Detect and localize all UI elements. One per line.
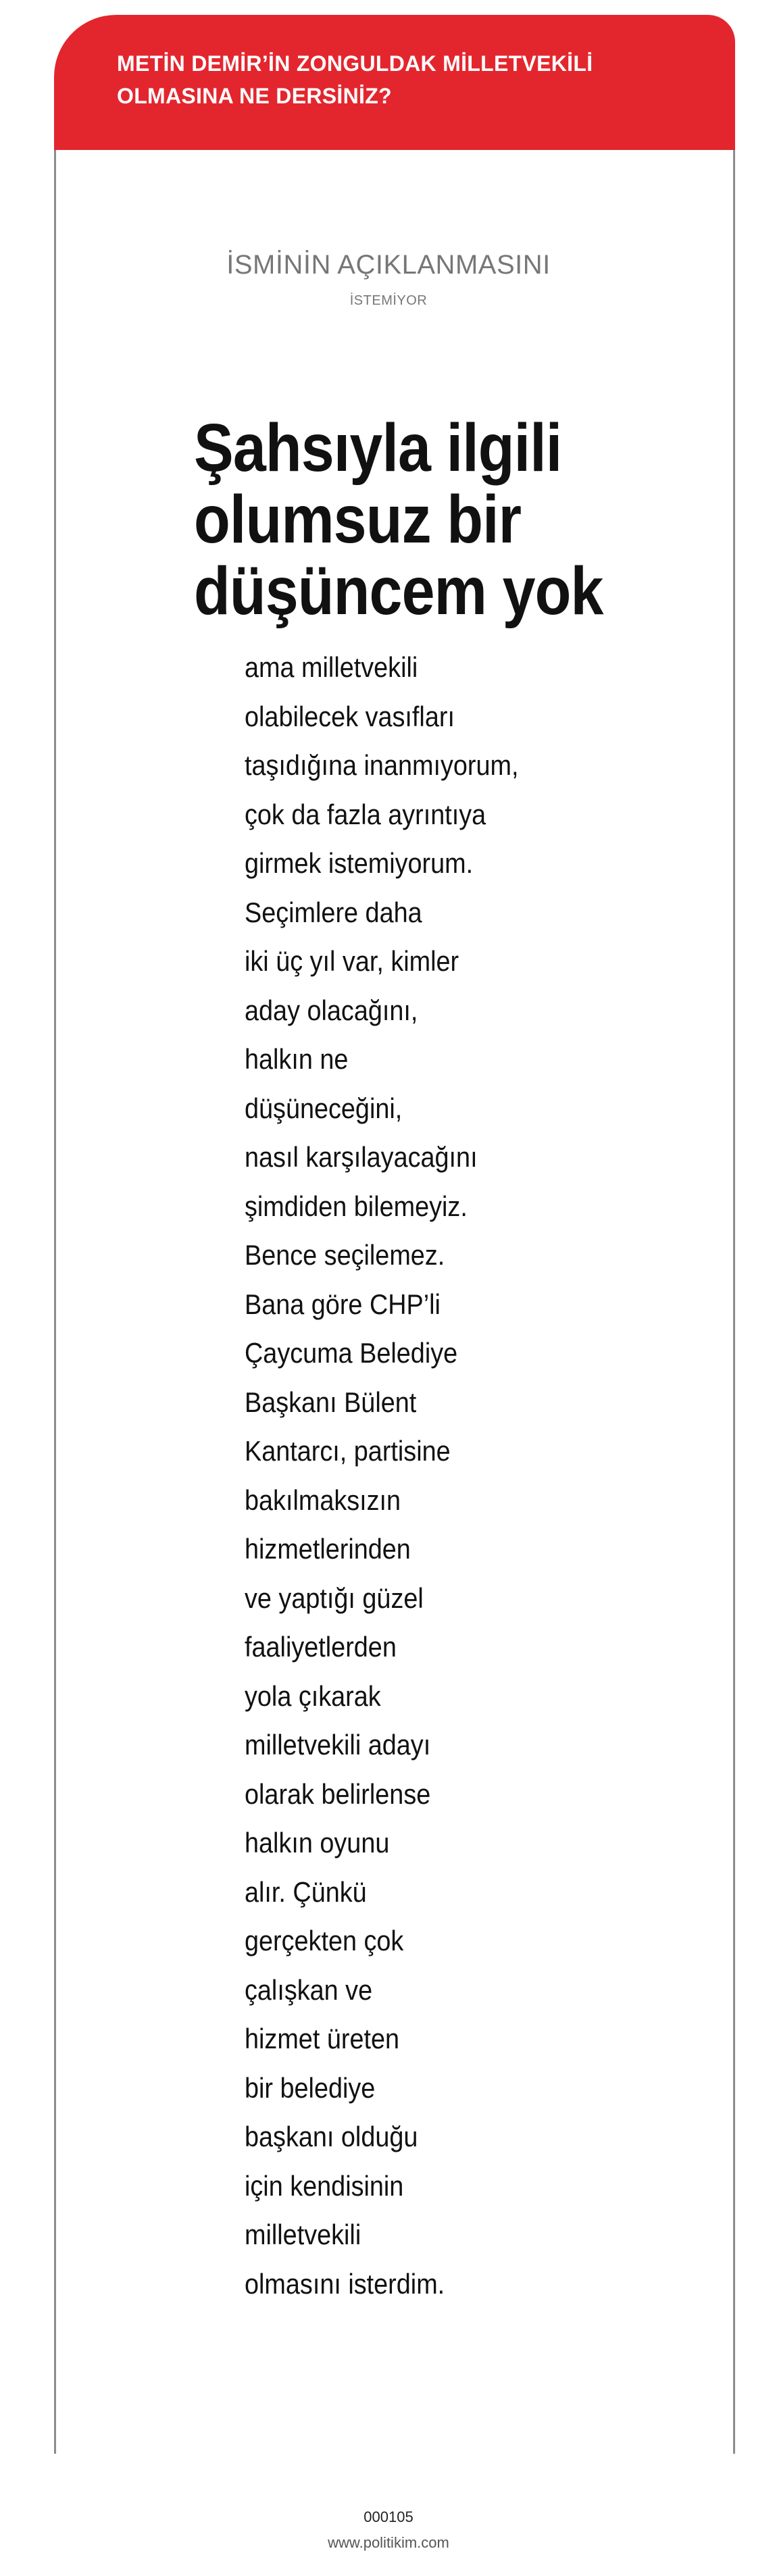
body-line: nasıl karşılayacağını	[245, 1141, 478, 1173]
body-line: yola çıkarak	[245, 1680, 381, 1712]
body-line: ama milletvekili	[245, 651, 418, 683]
body-line: Bana göre CHP’li	[245, 1288, 441, 1320]
body-line: girmek istemiyorum.	[245, 847, 474, 879]
body-line: Seçimlere daha	[245, 896, 422, 928]
body-line: olmasını isterdim.	[245, 2267, 445, 2300]
headline-line: olumsuz bir	[194, 482, 522, 557]
body-line: halkın oyunu	[245, 1827, 390, 1859]
website-url: www.politikim.com	[328, 2534, 449, 2551]
frame-right-border	[733, 150, 735, 2454]
respondent-name: İSMİNİN AÇIKLANMASINI	[226, 250, 551, 280]
body-line: iki üç yıl var, kimler	[245, 945, 459, 977]
body-line: başkanı olduğu	[245, 2121, 418, 2152]
body-line: faaliyetlerden	[245, 1631, 397, 1663]
page-id: 000105	[364, 2508, 413, 2525]
body-line: milletvekili adayı	[245, 1729, 431, 1761]
body-line: çalışkan ve	[245, 1973, 373, 2006]
respondent-note: İSTEMİYOR	[349, 293, 428, 308]
body-line: aday olacağını,	[245, 994, 418, 1026]
body-line: bir belediye	[245, 2071, 376, 2104]
body-line: taşıdığına inanmıyorum,	[245, 749, 519, 781]
body-line: için kendisinin	[245, 2169, 404, 2202]
body-line: Çaycuma Belediye	[245, 1337, 458, 1369]
body-line: Bence seçilemez.	[245, 1239, 445, 1271]
body-line: hizmetlerinden	[245, 1533, 411, 1565]
headline-line: Şahsıyla ilgili	[194, 410, 562, 486]
body-line: olarak belirlense	[245, 1777, 431, 1810]
body-line: ve yaptığı güzel	[245, 1582, 424, 1614]
body-line: bakılmaksızın	[245, 1484, 401, 1516]
body-line: Kantarcı, partisine	[245, 1435, 451, 1467]
body-line: Başkanı Bülent	[245, 1386, 417, 1418]
body-line: hizmet üreten	[245, 2023, 400, 2054]
frame-left-border	[54, 150, 56, 2454]
body-line: halkın ne	[245, 1043, 349, 1075]
headline-line: düşüncem yok	[194, 553, 603, 629]
body-line: şimdiden bilemeyiz.	[245, 1190, 468, 1222]
question-banner	[54, 15, 735, 150]
body-line: gerçekten çok	[245, 1925, 404, 1956]
body-line: milletvekili	[245, 2219, 361, 2250]
body-line: alır. Çünkü	[245, 1875, 367, 1908]
quote-body	[245, 643, 549, 2308]
banner-title: METİN DEMİR’İN ZONGULDAK MİLLETVEKİLİ OLMASINA NE DERSİNİZ?	[117, 51, 593, 108]
quote-headline	[194, 412, 670, 627]
body-line: olabilecek vasıfları	[245, 700, 455, 732]
body-line: düşüneceğini,	[245, 1092, 403, 1124]
body-line: çok da fazla ayrıntıya	[245, 798, 486, 830]
